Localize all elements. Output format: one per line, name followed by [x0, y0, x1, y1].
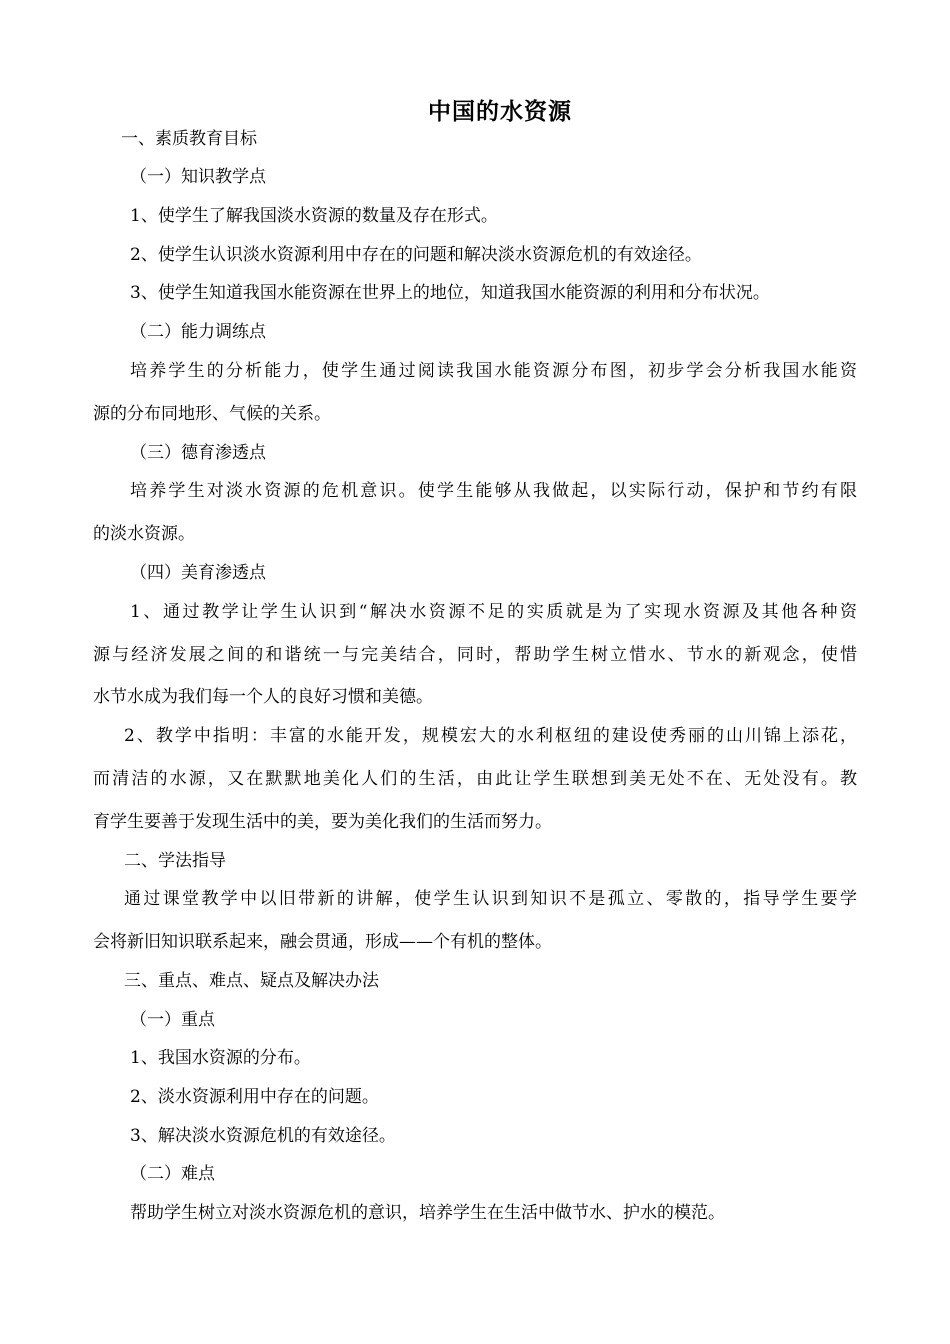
document-title: 中国的水资源 — [428, 99, 572, 125]
paragraph-line: 帮助学生树立对淡水资源危机的意识，培养学生在生活中做节水、护水的模范。 — [130, 1203, 725, 1223]
paragraph-line: 2、教学中指明：丰富的水能开发，规模宏大的水利枢纽的建设使秀丽的山川锦上添花， — [124, 726, 857, 746]
paragraph-line: 的淡水资源。 — [93, 524, 195, 544]
paragraph-line: 2、使学生认识淡水资源利用中存在的问题和解决淡水资源危机的有效途径。 — [130, 245, 702, 265]
section-heading-key-points: 三、重点、难点、疑点及解决办法 — [124, 971, 379, 991]
paragraph-line: 2、淡水资源利用中存在的问题。 — [130, 1087, 379, 1107]
paragraph-line: 源与经济发展之间的和谐统一与完美结合，同时，帮助学生树立惜水、节水的新观念，使惜 — [93, 645, 857, 665]
paragraph-line: 水节水成为我们每一个人的良好习惯和美德。 — [93, 687, 433, 707]
subsection-heading-knowledge: （一）知识教学点 — [130, 167, 266, 187]
section-heading-method: 二、学法指导 — [124, 851, 226, 871]
paragraph-line: 育学生要善于发现生活中的美，要为美化我们的生活而努力。 — [93, 812, 552, 832]
paragraph-line: 1、使学生了解我国淡水资源的数量及存在形式。 — [130, 206, 498, 226]
paragraph-line: 通过课堂教学中以旧带新的讲解，使学生认识到知识不是孤立、零散的，指导学生要学 — [124, 889, 857, 909]
subsection-heading-focus: （一）重点 — [130, 1010, 215, 1030]
subsection-heading-ability: （二）能力调练点 — [130, 322, 266, 342]
subsection-heading-moral: （三）德育渗透点 — [130, 443, 266, 463]
subsection-heading-difficulty: （二）难点 — [130, 1164, 215, 1184]
paragraph-line: 3、解决淡水资源危机的有效途径。 — [130, 1126, 396, 1146]
paragraph-line: 培养学生的分析能力，使学生通过阅读我国水能资源分布图，初步学会分析我国水能资 — [130, 361, 857, 381]
paragraph-line: 培养学生对淡水资源的危机意识。使学生能够从我做起，以实际行动，保护和节约有限 — [130, 481, 857, 501]
paragraph-line: 会将新旧知识联系起来，融会贯通，形成——个有机的整体。 — [93, 932, 552, 952]
paragraph-line: 源的分布同地形、气候的关系。 — [93, 404, 331, 424]
paragraph-line: 3、使学生知道我国水能资源在世界上的地位，知道我国水能资源的利用和分布状况。 — [130, 283, 770, 303]
paragraph-line: 1、我国水资源的分布。 — [130, 1048, 311, 1068]
paragraph-line: 1、通过教学让学生认识到“解决水资源不足的实质就是为了实现水资源及其他各种资 — [130, 602, 857, 622]
paragraph-line: 而清洁的水源，又在默默地美化人们的生活，由此让学生联想到美无处不在、无处没有。教 — [93, 769, 857, 789]
section-heading-goals: 一、素质教育目标 — [121, 129, 257, 149]
subsection-heading-aesthetic: （四）美育渗透点 — [130, 563, 266, 583]
